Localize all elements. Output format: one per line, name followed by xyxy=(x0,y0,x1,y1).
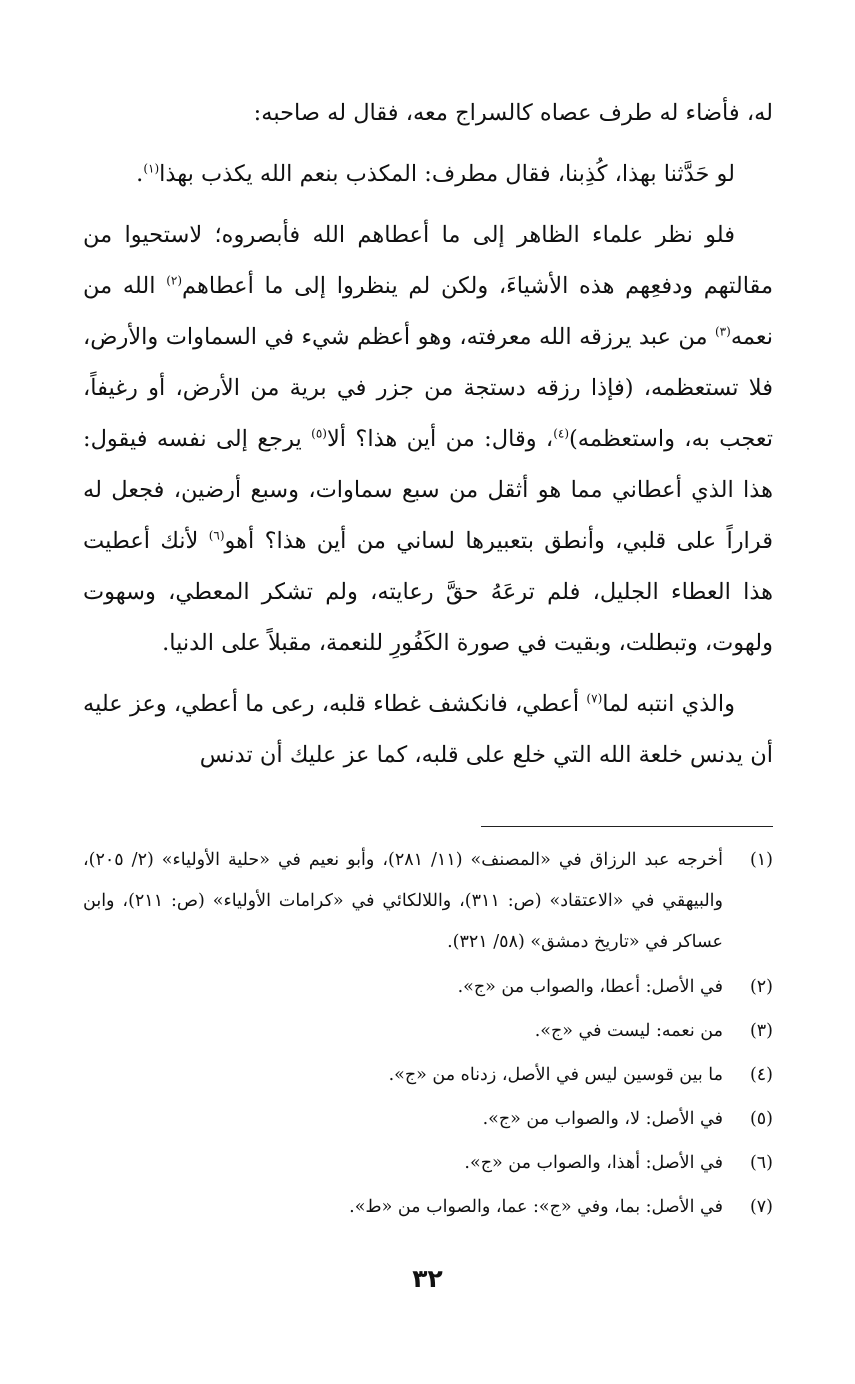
paragraph-4 xyxy=(83,679,773,781)
footnote-number: (١) xyxy=(749,850,773,870)
footnote-ref-1: (١) xyxy=(143,161,160,176)
footnote-number: (٧) xyxy=(749,1197,773,1217)
paragraph-1: له، فأضاء له طرف عصاه كالسراج معه، فقال له صاحبه: xyxy=(253,100,773,126)
paragraph-4-part-b: أعطي، فانكشف غطاء قلبه، رعى ما أعطي، وعز عليه أن يدنس خلعة الله التي خلع على قلبه، كما عز عليك أن تدنس xyxy=(83,691,773,768)
paragraph-3-part-f: لأنك أعطيت هذا العطاء الجليل، فلم ترعَهُ حقَّ رعايته، ولم تشكر المعطي، وسهوت ولهوت، وتبطلت، وبقيت في صورة الكَفُورِ للنعمة، مقبلاً على الدنيا. xyxy=(83,528,773,656)
footnote-text: أخرجه عبد الرزاق في «المصنف» (١١/ ٢٨١)، وأبو نعيم في «حلية الأولياء» (٢/ ٢٠٥)، والبيهقي في «الاعتقاد» (ص: ٣١١)، واللالكائي في «كرامات الأولياء» (ص: ٢١١)، وابن عساكر في «تاريخ دمشق» (٥٨/ ٣٢١). xyxy=(83,850,723,952)
footnote-item xyxy=(83,1101,773,1138)
footnote-text: من نعمه: ليست في «ج». xyxy=(534,1021,723,1041)
footnote-text: في الأصل: بما، وفي «ج»: عما، والصواب من «ط». xyxy=(349,1197,723,1217)
paragraph-3-part-c: من عبد يرزقه الله معرفته، وهو أعظم شيء في السماوات والأرض، فلا تستعظمه، (فإذا رزقه دستجة من جزر في برية من الأرض، أو رغيفاً، تعجب به، واستعظمه) xyxy=(83,324,773,452)
paragraph-3 xyxy=(83,210,773,669)
footnote-number: (٢) xyxy=(749,977,773,997)
footnote-number: (٥) xyxy=(749,1109,773,1129)
paragraph-2-text: لو حَدَّثنا بهذا، كُذِبنا، فقال مطرف: المكذب بنعم الله يكذب بهذا xyxy=(159,161,735,187)
footnote-text: في الأصل: أعطا، والصواب من «ج». xyxy=(457,977,723,997)
footnote-item xyxy=(83,1189,773,1226)
footnote-text: في الأصل: أهذا، والصواب من «ج». xyxy=(464,1153,723,1173)
page-number: ٣٢ xyxy=(412,1264,443,1293)
main-text-block xyxy=(83,88,773,781)
footnote-ref-2: (٢) xyxy=(166,273,183,288)
footnote-text: ما بين قوسين ليس في الأصل، زدناه من «ج». xyxy=(388,1065,723,1085)
footnote-item xyxy=(83,969,773,1006)
footnote-item xyxy=(83,1057,773,1094)
paragraph-4-part-a: والذي انتبه لما xyxy=(602,691,735,717)
footnote-number: (٤) xyxy=(749,1065,773,1085)
footnote-separator xyxy=(481,826,773,827)
paragraph-3-part-b: الله من نعمه xyxy=(83,273,773,350)
footnote-ref-3: (٣) xyxy=(714,324,731,339)
footnotes-block xyxy=(83,840,773,1233)
footnote-ref-4: (٤) xyxy=(553,426,570,441)
footnote-ref-5: (٥) xyxy=(311,426,327,441)
footnote-ref-7: (٧) xyxy=(586,691,603,706)
footnote-ref-6: (٦) xyxy=(208,528,225,543)
paragraph-2-end: . xyxy=(136,161,144,187)
footnote-item xyxy=(83,1013,773,1050)
footnote-item xyxy=(83,840,773,963)
paragraph-2 xyxy=(83,149,773,200)
paragraph-3-part-d: ، وقال: من أين هذا؟ ألا xyxy=(326,426,554,452)
footnote-number: (٣) xyxy=(749,1021,773,1041)
paragraph-3-part-a: فلو نظر علماء الظاهر إلى ما أعطاهم الله فأبصروه؛ لاستحيوا من مقالتهم ودفعِهم هذه الأشياءَ، ولكن لم ينظروا إلى ما أعطاهم xyxy=(83,222,773,299)
paragraph-3-part-e: يرجع إلى نفسه فيقول: هذا الذي أعطاني مما هو أثقل من سبع سماوات، وسبع أرضين، فجعل له قراراً على قلبي، وأنطق بتعبيرها لساني من أين هذا؟ أهو xyxy=(83,426,773,554)
footnote-number: (٦) xyxy=(749,1153,773,1173)
footnote-text: في الأصل: لا، والصواب من «ج». xyxy=(482,1109,723,1129)
footnote-item xyxy=(83,1145,773,1182)
